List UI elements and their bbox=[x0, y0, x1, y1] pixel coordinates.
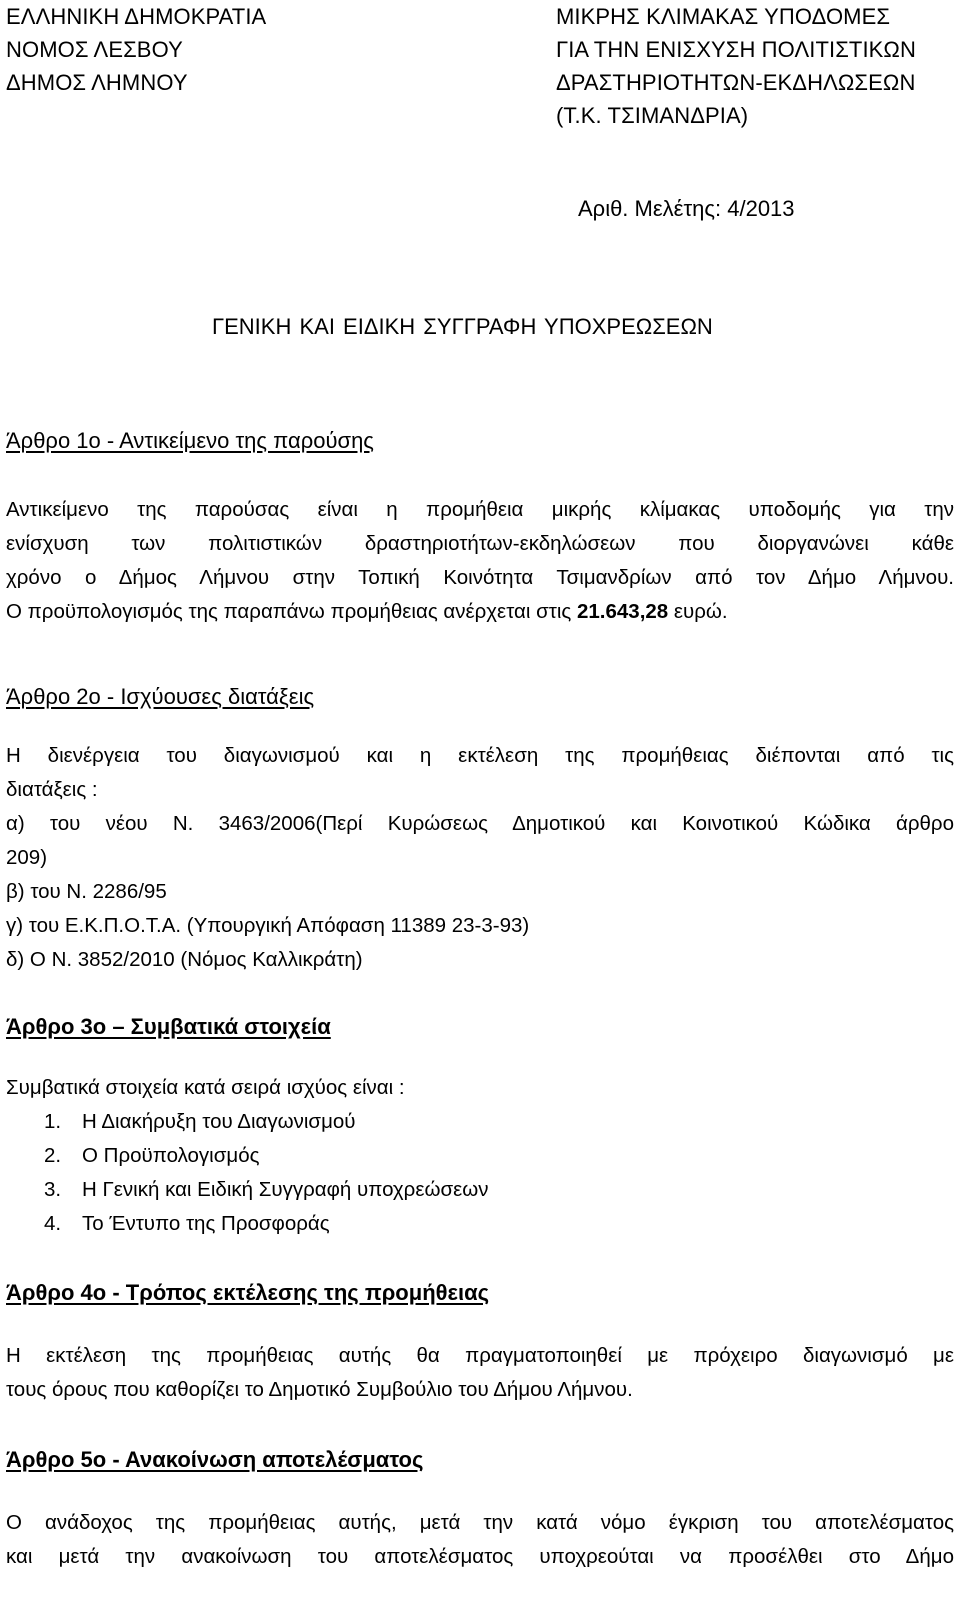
article-4-line-1: Η εκτέλεση της προμήθειας αυτής θα πραγματοποιηθεί με πρόχειρο διαγωνισμό με bbox=[6, 1344, 954, 1367]
article-5-line-1: Ο ανάδοχος της προμήθειας αυτής, μετά την κατά νόμο έγκριση του αποτελέσματος bbox=[6, 1511, 954, 1534]
document-page bbox=[6, 0, 954, 1601]
article-1-line-3: χρόνο ο Δήμος Λήμνου στην Τοπική Κοινότητα Τσιμανδρίων από τον Δήμο Λήμνου. bbox=[6, 566, 954, 589]
article-4-heading: Άρθρο 4ο - Τρόπος εκτέλεσης της προμήθειας bbox=[6, 1280, 490, 1305]
article-1-budget bbox=[6, 595, 954, 629]
list-item bbox=[6, 1207, 954, 1241]
list-text: Η Γενική και Ειδική Συγγραφή υποχρεώσεων bbox=[82, 1178, 489, 1201]
article-4-line-2: τους όρους που καθορίζει το Δημοτικό Συμβούλιο του Δήμου Λήμνου. bbox=[6, 1378, 633, 1401]
article-2-item-d: δ) Ο Ν. 3852/2010 (Νόμος Καλλικράτη) bbox=[6, 948, 363, 971]
list-item bbox=[6, 1105, 954, 1139]
header-municipality: ΔΗΜΟΣ ΛΗΜΝΟΥ bbox=[6, 70, 188, 95]
article-1-line-1: Αντικείμενο της παρούσας είναι η προμήθεια μικρής κλίμακας υποδομής για την bbox=[6, 498, 954, 521]
list-text: Ο Προϋπολογισμός bbox=[82, 1144, 260, 1167]
article-2-item-c: γ) του Ε.Κ.Π.Ο.Τ.Α. (Υπουργική Απόφαση 11389 23-3-93) bbox=[6, 914, 530, 937]
article-2-item-b: β) του Ν. 2286/95 bbox=[6, 880, 167, 903]
project-line-1: ΜΙΚΡΗΣ ΚΛΙΜΑΚΑΣ ΥΠΟΔΟΜΕΣ bbox=[556, 4, 891, 29]
article-3-heading: Άρθρο 3ο – Συμβατικά στοιχεία bbox=[6, 1014, 331, 1039]
header-project bbox=[556, 0, 916, 132]
article-1-body bbox=[6, 493, 954, 629]
article-2-body bbox=[6, 739, 954, 977]
article-2-intro-line-2: διατάξεις : bbox=[6, 778, 98, 801]
article-5-heading: Άρθρο 5ο - Ανακοίνωση αποτελέσματος bbox=[6, 1447, 424, 1472]
article-4-body bbox=[6, 1339, 954, 1407]
budget-suffix: ευρώ. bbox=[668, 600, 728, 623]
article-2-intro-line-1: Η διενέργεια του διαγωνισμού και η εκτέλεση της προμήθειας διέπονται από τις bbox=[6, 744, 954, 767]
article-1-line-2: ενίσχυση των πολιτιστικών δραστηριοτήτων-εκδηλώσεων που διοργανώνει κάθε bbox=[6, 532, 954, 555]
budget-amount: 21.643,28 bbox=[577, 600, 669, 623]
list-number: 1. bbox=[44, 1110, 62, 1133]
header-prefecture: ΝΟΜΟΣ ΛΕΣΒΟΥ bbox=[6, 37, 183, 62]
article-3-body bbox=[6, 1071, 954, 1241]
article-2-heading: Άρθρο 2ο - Ισχύουσες διατάξεις bbox=[6, 684, 315, 709]
article-3-intro: Συμβατικά στοιχεία κατά σειρά ισχύος είναι : bbox=[6, 1076, 405, 1099]
project-line-4: (Τ.Κ. ΤΣΙΜΑΝΔΡΙΑ) bbox=[556, 103, 749, 128]
list-text: Το Έντυπο της Προσφοράς bbox=[82, 1212, 330, 1235]
list-item bbox=[6, 1139, 954, 1173]
header-issuer bbox=[6, 0, 266, 99]
study-number: Αριθ. Μελέτης: 4/2013 bbox=[578, 196, 795, 221]
article-2-item-a-line-2: 209) bbox=[6, 846, 48, 869]
article-5-body bbox=[6, 1506, 954, 1574]
list-text: Η Διακήρυξη του Διαγωνισμού bbox=[82, 1110, 356, 1133]
list-number: 3. bbox=[44, 1178, 62, 1201]
list-item bbox=[6, 1173, 954, 1207]
budget-prefix: Ο προϋπολογισμός της παραπάνω προμήθειας ανέρχεται στις bbox=[6, 600, 577, 623]
project-line-3: ΔΡΑΣΤΗΡΙΟΤΗΤΩΝ-ΕΚΔΗΛΩΣΕΩΝ bbox=[556, 70, 916, 95]
list-number: 4. bbox=[44, 1212, 62, 1235]
list-number: 2. bbox=[44, 1144, 62, 1167]
article-2-item-a-line-1: α) του νέου Ν. 3463/2006(Περί Κυρώσεως Δημοτικού και Κοινοτικού Κώδικα άρθρο bbox=[6, 812, 954, 835]
header-country: ΕΛΛΗΝΙΚΗ ΔΗΜΟΚΡΑΤΙΑ bbox=[6, 4, 267, 29]
article-1-heading: Άρθρο 1ο - Αντικείμενο της παρούσης bbox=[6, 428, 374, 453]
document-title: ΓΕΝΙΚΗ ΚΑΙ ΕΙΔΙΚΗ ΣΥΓΓΡΑΦΗ ΥΠΟΧΡΕΩΣΕΩΝ bbox=[212, 314, 713, 339]
article-5-line-2: και μετά την ανακοίνωση του αποτελέσματος υποχρεούται να προσέλθει στο Δήμο bbox=[6, 1545, 954, 1568]
project-line-2: ΓΙΑ ΤΗΝ ΕΝΙΣΧΥΣΗ ΠΟΛΙΤΙΣΤΙΚΩΝ bbox=[556, 37, 916, 62]
